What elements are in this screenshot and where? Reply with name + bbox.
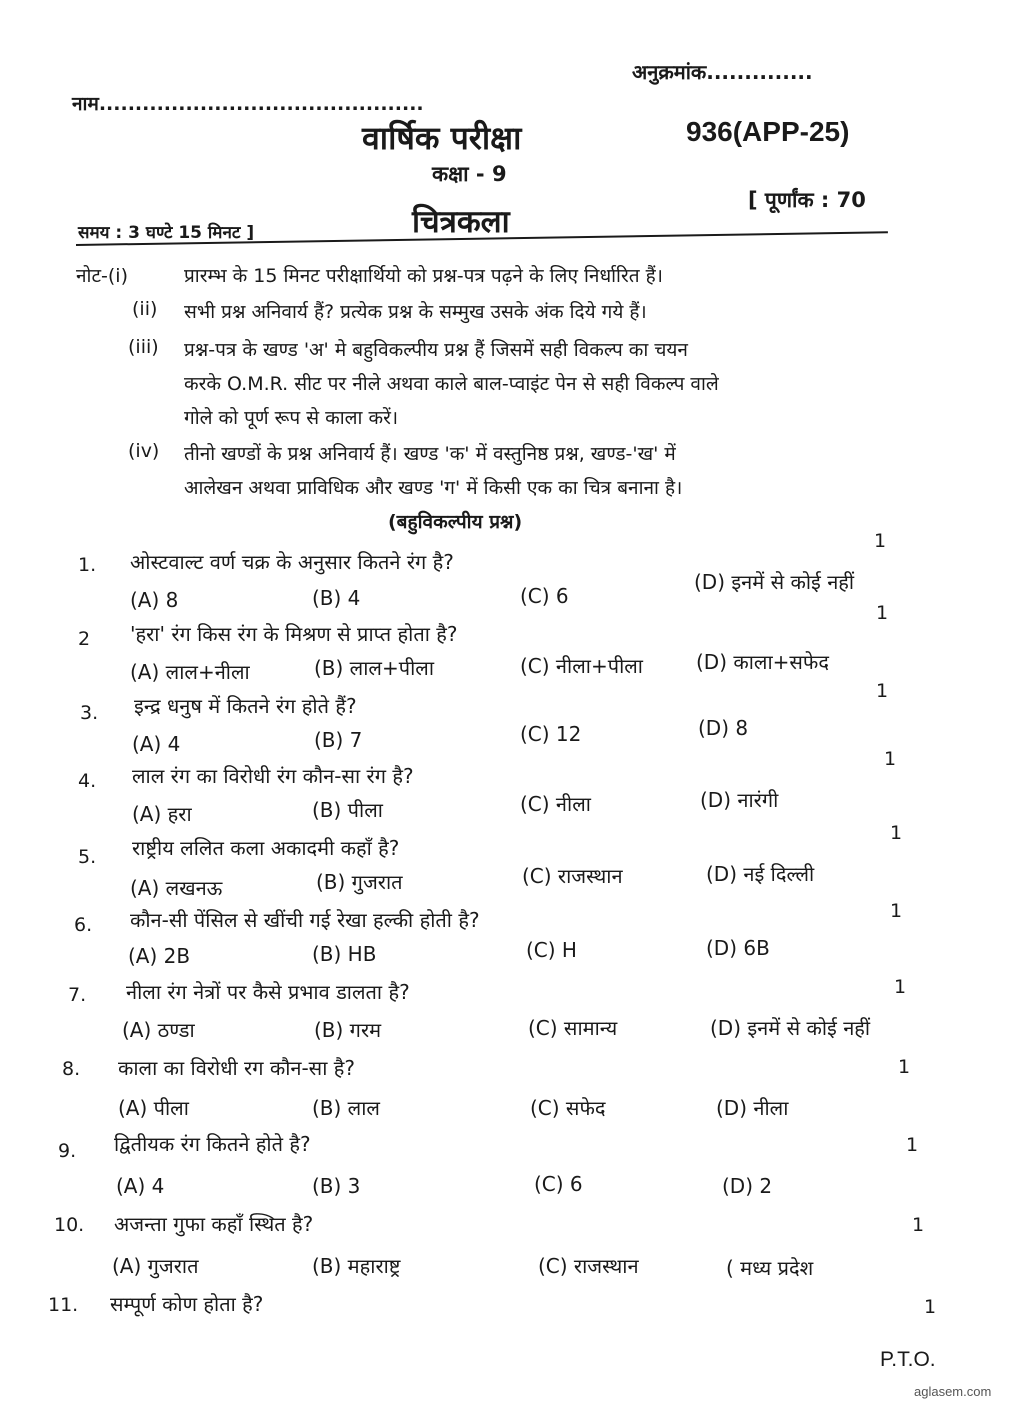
question-10-text: अजन्ता गुफा कहाँ स्थित है? [114,1212,314,1236]
question-7-option-c: (C) सामान्य [528,1016,618,1040]
question-10-option-b: (B) महाराष्ट्र [312,1254,401,1278]
question-3-option-d: (D) 8 [698,716,749,740]
question-1-marks: 1 [874,530,887,552]
question-4-option-b: (B) पीला [312,798,383,822]
question-6-text: कौन-सी पेंसिल से खींची गई रेखा हल्की होती है? [130,908,480,932]
question-1-option-a: (A) 8 [130,588,179,612]
subject-title: चित्रकला [412,204,510,240]
question-9-marks: 1 [906,1134,919,1156]
note-label-1: नोट-(i) [76,265,129,287]
question-9-text: द्वितीयक रंग कितने होते है? [114,1132,311,1156]
note-text-4b: आलेखन अथवा प्राविधिक और खण्ड 'ग' में किसी एक का चित्र बनाना है। [184,477,683,499]
note-label-2: (ii) [132,298,158,320]
question-4-marks: 1 [884,748,897,770]
exam-title: वार्षिक परीक्षा [362,119,522,157]
question-9-number: 9. [58,1140,77,1162]
time-label: समय : 3 घण्टे 15 मिनट ] [78,223,255,243]
question-3-number: 3. [80,702,99,724]
section-title: (बहुविकल्पीय प्रश्न) [388,511,523,533]
question-6-option-a: (A) 2B [128,944,191,968]
question-6-number: 6. [74,914,93,936]
question-2-option-c: (C) नीला+पीला [520,654,643,678]
question-3-option-c: (C) 12 [520,722,582,746]
question-8-text: काला का विरोधी रग कौन-सा है? [118,1056,355,1080]
question-3-marks: 1 [876,680,889,702]
question-9-option-c: (C) 6 [534,1172,583,1196]
question-4-text: लाल रंग का विरोधी रंग कौन-सा रंग है? [132,764,414,788]
question-10-marks: 1 [912,1214,925,1236]
question-8-option-a: (A) पीला [118,1096,189,1120]
note-text-1: प्रारम्भ के 15 मिनट परीक्षार्थियो को प्रश्न-पत्र पढ़ने के लिए निर्धारित हैं। [184,265,663,287]
name-label: नाम............................................. [72,93,424,115]
question-11-text: सम्पूर्ण कोण होता है? [110,1292,264,1316]
question-9-option-d: (D) 2 [722,1174,773,1198]
question-10-option-d: ( मध्य प्रदेश [726,1256,814,1280]
question-1-text: ओस्टवाल्ट वर्ण चक्र के अनुसार कितने रंग है? [130,550,454,574]
question-8-option-c: (C) सफेद [530,1096,606,1120]
question-3-option-b: (B) 7 [314,728,363,752]
question-10-option-c: (C) राजस्थान [538,1254,639,1278]
question-4-option-c: (C) नीला [520,792,591,816]
note-text-4: तीनो खण्डों के प्रश्न अनिवार्य हैं। खण्ड 'क' में वस्तुनिष्ठ प्रश्न, खण्ड-'ख' में [184,443,676,465]
question-1-option-b: (B) 4 [312,586,361,610]
question-8-option-d: (D) नीला [716,1096,789,1120]
question-5-option-c: (C) राजस्थान [522,864,623,888]
question-7-option-b: (B) गरम [314,1018,382,1042]
roll-number-label: अनुक्रमांक.............. [632,60,813,84]
watermark: aglasem.com [914,1384,992,1399]
question-8-marks: 1 [898,1056,911,1078]
question-10-option-a: (A) गुजरात [112,1254,199,1278]
question-4-number: 4. [78,770,97,792]
question-7-option-a: (A) ठण्डा [122,1018,195,1042]
question-7-marks: 1 [894,976,907,998]
question-1-option-d: (D) इनमें से कोई नहीं [694,570,855,594]
question-5-option-d: (D) नई दिल्ली [706,862,815,886]
question-5-text: राष्ट्रीय ललित कला अकादमी कहाँ है? [132,836,400,860]
question-7-text: नीला रंग नेत्रों पर कैसे प्रभाव डालता है? [126,980,410,1004]
question-6-option-c: (C) H [526,938,577,962]
question-6-marks: 1 [890,900,903,922]
question-6-option-b: (B) HB [312,942,377,966]
question-2-marks: 1 [876,602,889,624]
question-5-marks: 1 [890,822,903,844]
note-text-2: सभी प्रश्न अनिवार्य हैं? प्रत्येक प्रश्न के सम्मुख उसके अंक दिये गये हैं। [184,301,647,323]
question-9-option-a: (A) 4 [116,1174,165,1198]
paper-code: 936(APP-25) [686,116,850,147]
class-label: कक्षा - 9 [432,162,507,186]
question-9-option-b: (B) 3 [312,1174,361,1198]
note-text-3: प्रश्न-पत्र के खण्ड 'अ' मे बहुविकल्पीय प्रश्न हैं जिसमें सही विकल्प का चयन [184,339,688,361]
question-5-number: 5. [78,846,97,868]
question-6-option-d: (D) 6B [706,936,770,960]
question-8-option-b: (B) लाल [312,1096,380,1120]
question-4-option-d: (D) नारंगी [700,788,779,812]
question-5-option-a: (A) लखनऊ [130,876,223,900]
question-2-option-d: (D) काला+सफेद [696,650,829,674]
question-1-option-c: (C) 6 [520,584,569,608]
note-text-3c: गोले को पूर्ण रूप से काला करें। [184,407,399,429]
question-11-marks: 1 [924,1296,937,1318]
question-3-option-a: (A) 4 [132,732,181,756]
note-label-4: (iv) [128,440,160,462]
max-marks: [ पूर्णांक : 70 [748,188,866,212]
question-5-option-b: (B) गुजरात [316,870,403,894]
question-2-text: 'हरा' रंग किस रंग के मिश्रण से प्राप्त होता है? [130,622,458,646]
note-text-3b: करके O.M.R. सीट पर नीले अथवा काले बाल-प्वाइंट पेन से सही विकल्प वाले [184,373,719,395]
question-7-number: 7. [68,984,87,1006]
question-1-number: 1. [78,554,97,576]
question-7-option-d: (D) इनमें से कोई नहीं [710,1016,871,1040]
question-8-number: 8. [62,1058,81,1080]
page-turn-label: P.T.O. [880,1348,936,1371]
question-3-text: इन्द्र धनुष में कितने रंग होते हैं? [134,694,357,718]
question-4-option-a: (A) हरा [132,802,192,826]
note-label-3: (iii) [128,336,159,358]
question-2-option-a: (A) लाल+नीला [130,660,250,684]
question-2-option-b: (B) लाल+पीला [314,656,435,680]
question-2-number: 2 [78,628,91,650]
question-10-number: 10. [54,1214,85,1236]
question-11-number: 11. [48,1294,79,1316]
